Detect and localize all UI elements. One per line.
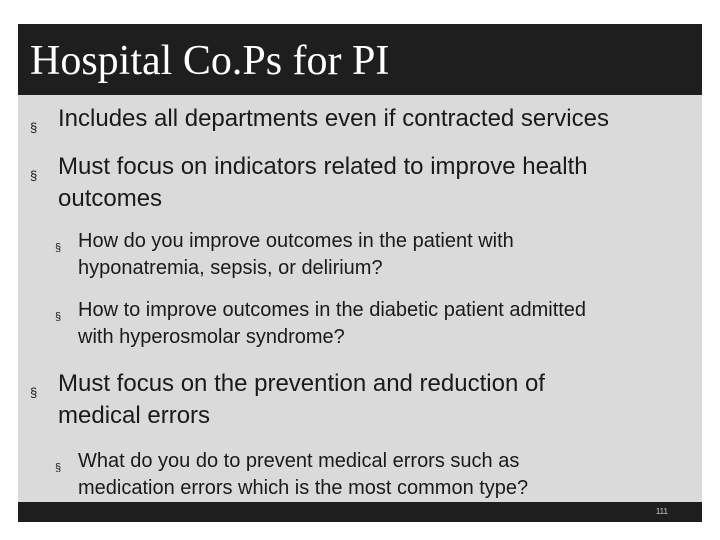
page-number: 111 xyxy=(655,507,668,516)
bullet-text: outcomes xyxy=(58,185,163,212)
bullet-marker-icon: § xyxy=(55,242,62,254)
slide xyxy=(18,24,702,522)
bullet-text: How to improve outcomes in the diabetic patient admitted xyxy=(78,299,587,321)
sub-bullet-item xyxy=(55,297,586,351)
sub-bullet-item xyxy=(55,228,514,282)
bullet-text: How do you improve outcomes in the patient with xyxy=(78,230,514,252)
bullet-marker-icon: § xyxy=(30,385,38,400)
bullet-text: Must focus on indicators related to improve health xyxy=(58,153,588,180)
title-bar xyxy=(18,24,702,95)
slide-title: Hospital Co.Ps for PI xyxy=(30,38,390,84)
footer-bar xyxy=(18,502,702,522)
bullet-text: What do you do to prevent medical errors such as xyxy=(78,450,520,472)
bullet-text: hyponatremia, sepsis, or delirium? xyxy=(78,257,383,279)
bullet-marker-icon: § xyxy=(30,120,38,135)
bullet-marker-icon: § xyxy=(55,311,62,323)
bullet-text: medical errors xyxy=(58,402,211,429)
bullet-item xyxy=(30,368,545,432)
bullet-item xyxy=(30,151,588,215)
bullet-text: with hyperosmolar syndrome? xyxy=(78,326,345,348)
bullet-text: medication errors which is the most common type? xyxy=(78,477,529,499)
bullet-marker-icon: § xyxy=(30,168,38,183)
bullet-marker-icon: § xyxy=(55,462,62,474)
bullet-text: Includes all departments even if contracted services xyxy=(58,105,609,132)
bullet-item xyxy=(30,103,609,135)
bullet-text: Must focus on the prevention and reduction of xyxy=(58,370,545,397)
sub-bullet-item xyxy=(55,448,528,502)
